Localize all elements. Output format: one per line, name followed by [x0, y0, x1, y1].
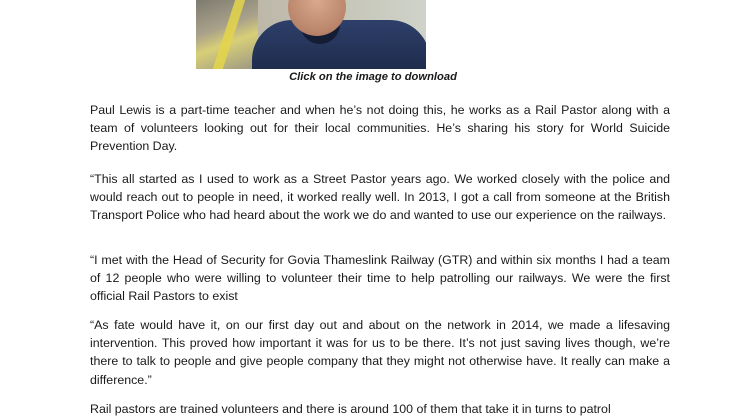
paragraph-street-pastor: “This all started as I used to work as a Street Pastor years ago. We worked closely with the police and would reach out to people in need, it worked really well. In 2013, I got a call from someone at the British Transport Police who had heard about the work we do and wanted to use our experience on the railways. [90, 172, 670, 223]
paragraph-first-day: “As fate would have it, on our first day out and about on the network in 2014, we made a lifesaving intervention. This proved how important it was for us to be there. It’s not just saving lives though, we’re there to talk to people and give people company that they might not otherwise have. It really can make a difference.” [90, 318, 670, 387]
article-photo[interactable] [196, 0, 426, 69]
paragraph-rail-pastors: Rail pastors are trained volunteers and there is around 100 of them that take it in turns to patrol [90, 402, 611, 416]
paragraph-intro: Paul Lewis is a part-time teacher and when he’s not doing this, he works as a Rail Pastor along with a team of volunteers looking out for their local communities. He’s sharing his story for World Suicide Prevention Day. [90, 103, 670, 154]
paragraph-gtr-team: “I met with the Head of Security for Govia Thameslink Railway (GTR) and within six months I had a team of 12 people who were willing to volunteer their time to help patrolling our railways. We were the first official Rail Pastors to exist [90, 253, 670, 304]
image-download-caption[interactable]: Click on the image to download [289, 71, 457, 83]
